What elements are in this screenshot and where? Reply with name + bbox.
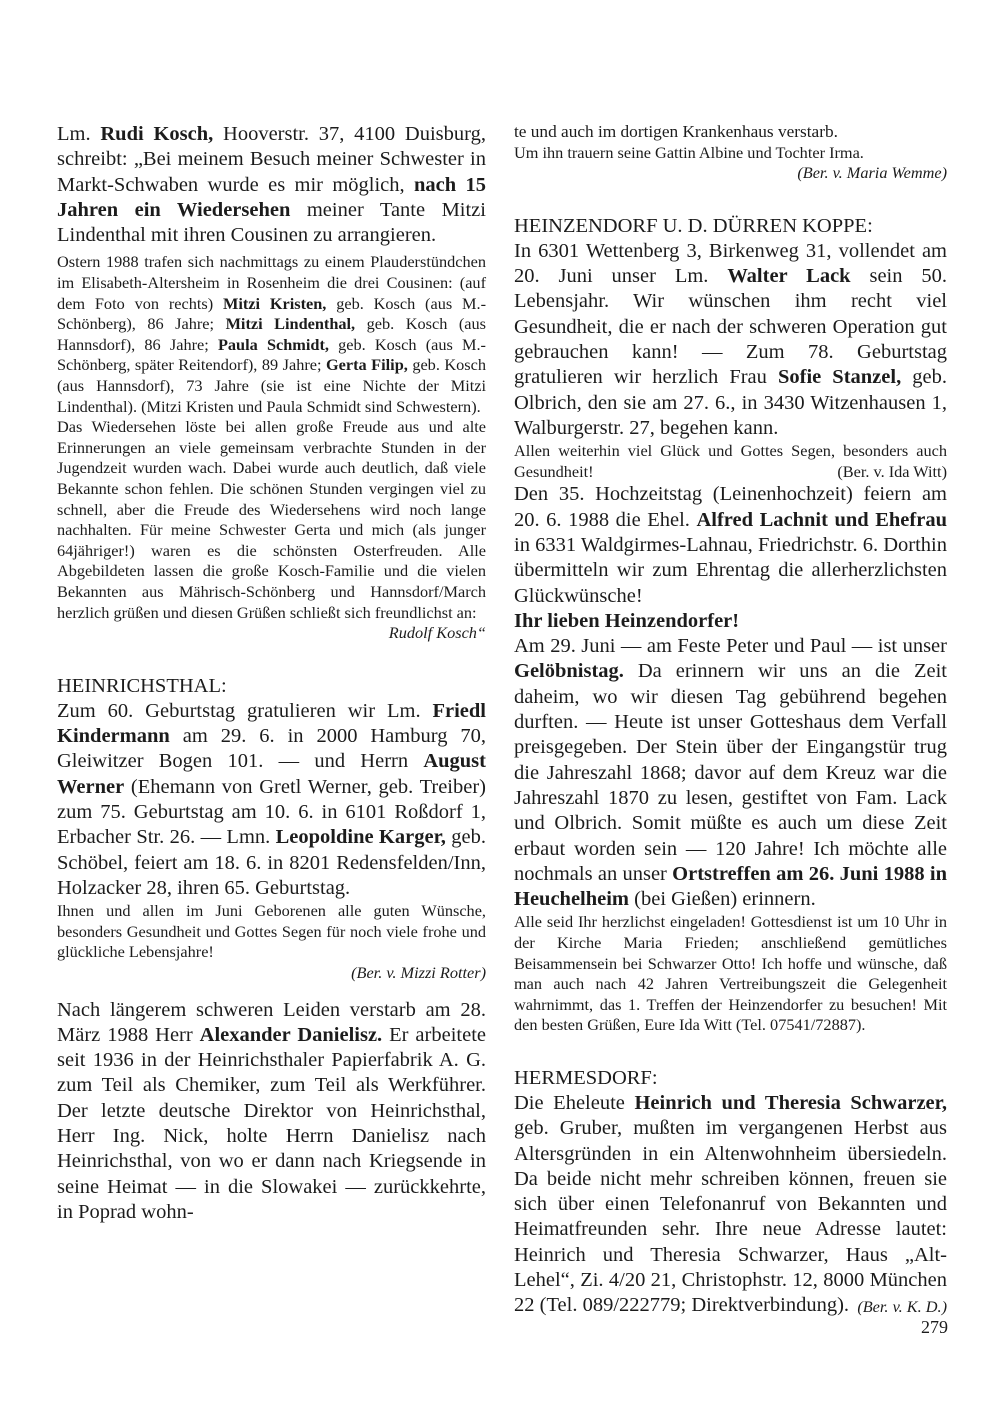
danielisz-signature: (Ber. v. Maria Wemme) <box>797 163 947 183</box>
text-run: Lm. <box>57 123 101 145</box>
bold-name-run: Paula Schmidt, <box>217 334 329 354</box>
right-column <box>514 122 947 1317</box>
heinrichsthal-wishes: Ihnen und allen im Juni Geborenen alle guten Wünsche, besonders Gesundheit und Gottes Segen für noch viele frohe und glückliche Lebensjahre! <box>57 901 486 962</box>
bold-name-run: Leopoldine Karger, <box>275 826 446 849</box>
text-run: geb. Kosch (aus Hannsdorf), 86 Jahre; <box>57 314 487 354</box>
text-run: In 6301 Wettenberg 3, Birkenweg 31, vollendet am 20. Juni unser Lm. <box>514 239 947 288</box>
heinrichsthal-signature: (Ber. v. Mizzi Rotter) <box>351 962 486 982</box>
text-run: geb. Gruber, mußten im vergangenen Herbst aus Altersgründen in ein Altenwohnheim übersiedeln. Da beide nicht mehr schreiben können, freuen sie sich über einen Telefonanruf von Bekannten und Heimatfreunden sehr. Ihre neue Adresse lautet: Heinrich und Theresia Schwarzer, Haus „Alt-Lehel“, Zi. 4/20 21, Christophstr. 12, 8000 München 22 (Tel. 089/222779; Direktverbindung). <box>514 1117 947 1317</box>
page-number: 279 <box>921 1317 948 1337</box>
hermesdorf-signature: (Ber. v. K. D.) <box>857 1296 947 1316</box>
bold-name-run: Friedl Kindermann <box>57 699 486 748</box>
text-run: (bei Gießen) erinnern. <box>629 888 816 911</box>
hermesdorf-text <box>514 1091 947 1319</box>
bold-name-run: Sofie Stanzel, <box>777 366 902 389</box>
kosch-wiedersehen-paragraph: Das Wiedersehen löste bei allen große Freude aus und alte Erinnerungen an viele gemeinsam verbrachte Stunden in der Jugendzeit wurden wach. Dabei wurde auch deutlich, daß viele Bekannte schon fehlen. Die schönen Stunden vergingen viel zu schnell, aber die Freude des Wiedersehens wird noch lange nachhalten. Für meine Schwester Gerta und mich (als junger 64jähriger!) waren es die schönsten Osterfreuden. Alle Abgebildeten lassen die große Kosch-Familie und die vielen Bekannten aus Mährisch-Schönberg und Hannsdorf/March herzlich grüßen und diesen Grüßen schließt sich freundlichst an: <box>57 417 486 622</box>
text-run: Ostern 1988 trafen sich nachmittags zu einem Plauderstündchen im Elisabeth-Altersheim in Rosenheim die drei Cousinen: (auf dem Foto von rechts) <box>57 252 486 313</box>
heinzendorf-invitation: Alle seid Ihr herzlichst eingeladen! Gottesdienst ist um 10 Uhr in der Kirche Maria Frieden; anschließend gemütliches Beisammensein bei Schwarzer Otto! Ich hoffe und wünsche, daß man auch nach 42 Jahren Vertreibungszeit die Gelegenheit wahrnimmt, das 1. Treffen der Heinzendorfer zu besuchen! Mit den besten Grüßen, Eure Ida Witt (Tel. 07541/72887). <box>514 912 947 1035</box>
heinzendorf-wedding <box>514 482 947 608</box>
text-run: geb. Olbrich, den sie am 27. 6., in 3430 Witzenhausen 1, Walburgerstr. 27, begehen kann. <box>514 366 947 439</box>
bold-name-run: nach 15 Jahren ein Wiedersehen <box>57 173 486 221</box>
text-run: Hooverstr. 37, 4100 Duisburg, schreibt: „Bei meinem Besuch meiner Schwester in Markt-Schwaben wurde es mir möglich, <box>57 123 486 196</box>
bold-name-run: Mitzi Lindenthal, <box>225 314 356 334</box>
text-run: meiner Tante Mitzi Lindenthal mit ihren Cousinen zu arrangieren. <box>57 198 486 247</box>
text-run: geb. Kosch (aus M.-Schönberg), 86 Jahre; <box>57 293 486 334</box>
bold-name-run: Mitzi Kristen, <box>222 293 327 313</box>
heinzendorf-wishes: Allen weiterhin viel Glück und Gottes Segen, besonders auch Gesundheit! (Ber. v. Ida Witt) <box>514 441 947 481</box>
text-run: Die Eheleute <box>514 1091 635 1114</box>
kosch-signature: Rudolf Kosch“ <box>388 623 486 643</box>
text-run: am 29. 6. in 2000 Hamburg 70, Gleiwitzer Bogen 101. — und Herrn <box>57 725 486 773</box>
text-run: sein 50. Lebensjahr. Wir wünschen ihm recht viel Gesundheit, die er nach der schweren Operation gut gebrauchen kann! — Zum 78. Geburtstag gratulieren wir herzlich Frau <box>514 265 947 389</box>
heinzendorf-birthdays <box>514 239 947 441</box>
bold-name-run: Alexander Danielisz. <box>199 1023 383 1046</box>
danielisz-mourners: Um ihn trauern seine Gattin Albine und Tochter Irma. (Ber. v. Maria Wemme) <box>514 142 947 183</box>
heinrichsthal-heading: HEINRICHSTHAL: <box>57 674 227 697</box>
text-run: Nach längerem schweren Leiden verstarb am 28. März 1988 Herr <box>57 998 486 1046</box>
text-run: geb. Kosch (aus Hannsdorf), 73 Jahre (sie ist eine Nichte der Mitzi Lindenthal). (Mitzi Kristen und Paula Schmidt sind Schwestern). <box>57 355 486 416</box>
left-column <box>57 122 486 1225</box>
text-run: geb. Kosch (aus M.-Schönberg, später Reitendorf), 89 Jahre; <box>57 334 486 375</box>
bold-name-run: Walter Lack <box>727 265 851 288</box>
text-run: (Ehemann von Gretl Werner, geb. Treiber) zum 75. Geburtstag am 10. 6. in 6101 Roßdorf 1, Erbacher Str. 26. — Lmn. <box>57 775 486 849</box>
heinrichsthal-birthdays <box>57 699 486 901</box>
text-run: geb. Schöbel, feiert am 18. 6. in 8201 Redensfelden/Inn, Holzacker 28, ihren 65. Geburtstag. <box>57 826 486 899</box>
bold-name-run: Gerta Filip, <box>326 355 408 375</box>
kosch-intro <box>57 122 486 248</box>
text-run: Am 29. Juni — am Feste Peter und Paul — ist unser <box>514 635 947 658</box>
bold-name-run: Gelöbnistag. <box>514 660 624 683</box>
text-run: Da erinnern wir uns an die Zeit daheim, wo wir diesen Tag gebührend begehen durften. — Heute ist unser Gotteshaus dem Verfall preisgegeben. Der Stein über der Eingangstür trug die Jahreszahl 1868; davor auf dem Kreuz war die Jahreszahl 1870 zu lesen, gestiftet von Fam. Lack und Olbrich. Somit müßte es auch um diese Zeit erbaut worden sein — 120 Jahre! Ich möchte alle nochmals an unser <box>514 660 947 885</box>
text-run: in 6331 Waldgirmes-Lahnau, Friedrichstr. 6. Dorthin übermitteln wir zum Ehrentag die allerherzlichsten Glückwünsche! <box>514 533 947 607</box>
text-run: Er arbeitete seit 1936 in der Heinrichsthaler Papierfabrik A. G. zum Teil als Chemiker, zum Teil als Werkführer. Der letzte deutsche Direktor von Heinrichsthal, Herr Ing. Nick, holte Herrn Danielisz nach Heinrichsthal, von wo er dann nach Kriegsende in seine Heimat — in die Slowakei — zurückkehrte, in Poprad wohn- <box>57 1023 486 1223</box>
bold-name-run: Alfred Lachnit und Ehefrau <box>696 508 947 531</box>
danielisz-obituary <box>57 998 486 1226</box>
heinzendorf-wishes-signature: (Ber. v. Ida Witt) <box>837 461 947 481</box>
text-run: Zum 60. Geburtstag gratulieren wir Lm. <box>57 699 433 722</box>
heinzendorf-heading: HEINZENDORF U. D. DÜRREN KOPPE: <box>514 214 873 237</box>
heinzendorf-greeting: Ihr lieben Heinzendorfer! <box>514 609 740 632</box>
text-run: Den 35. Hochzeitstag (Leinenhochzeit) feiern am 20. 6. 1988 die Ehel. <box>514 483 947 531</box>
heinzendorf-gelobnistag <box>514 634 947 912</box>
bold-name-run: Rudi Kosch, <box>100 123 214 145</box>
hermesdorf-heading: HERMESDORF: <box>514 1066 658 1089</box>
bold-name-run: Ortstreffen am 26. Juni 1988 in Heuchelheim <box>514 862 947 911</box>
bold-name-run: Heinrich und Theresia Schwarzer, <box>634 1091 947 1114</box>
kosch-ostern-paragraph <box>57 252 486 417</box>
danielisz-continuation: te und auch im dortigen Krankenhaus verstarb. <box>514 122 838 141</box>
bold-name-run: August Werner <box>57 750 486 798</box>
